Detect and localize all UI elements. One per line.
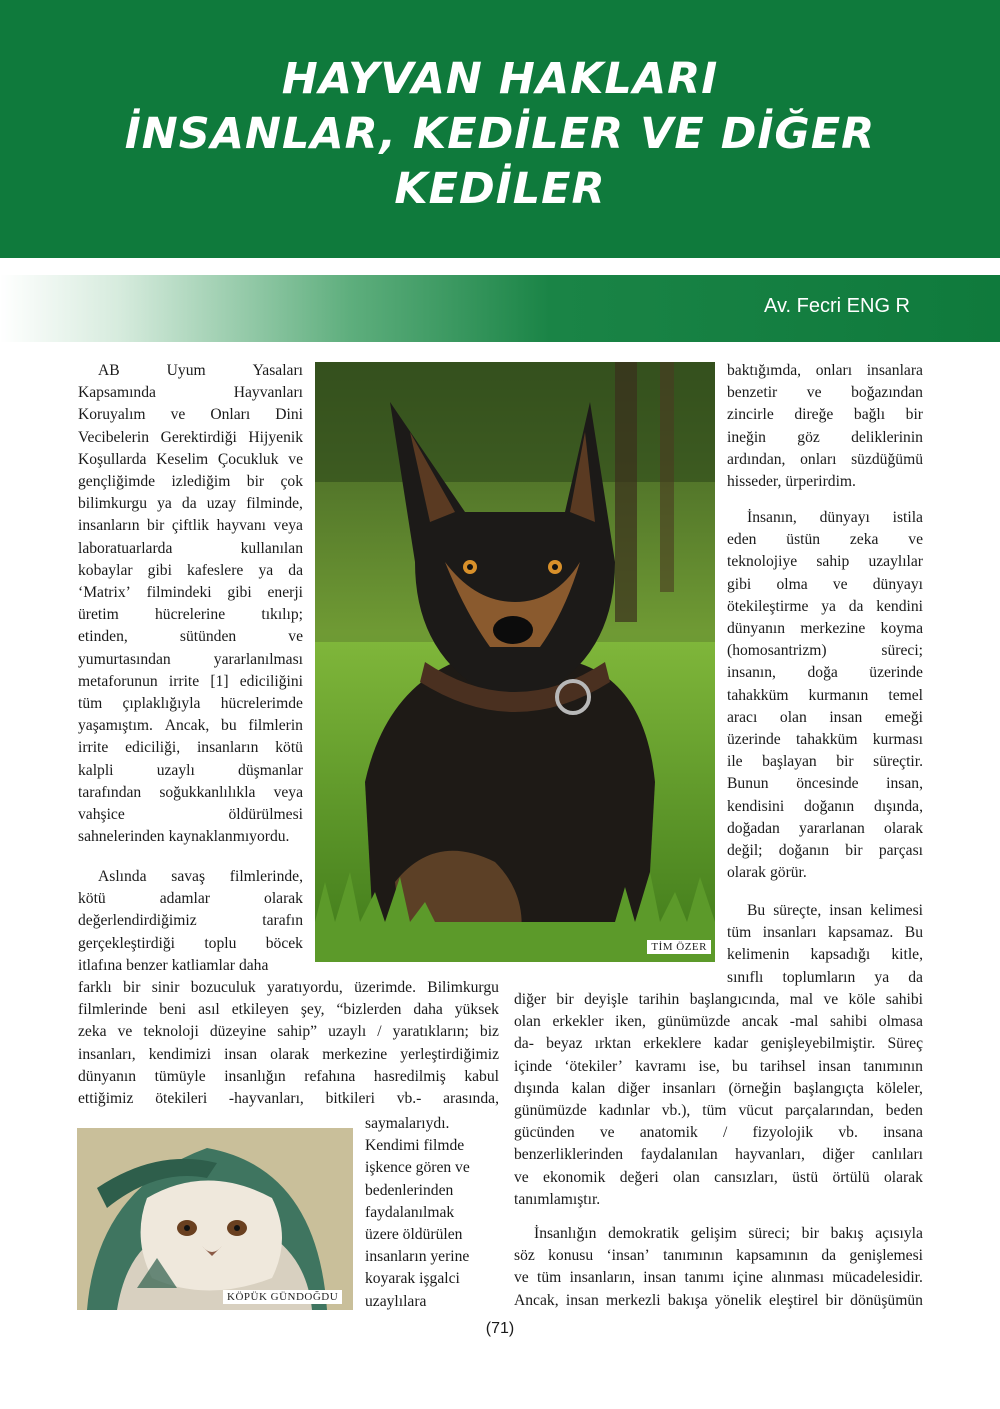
text-line: benzetir ve boğazından — [727, 384, 923, 402]
text-line: Aslında savaş filmlerinde, — [98, 868, 303, 885]
text-line: zincirle direğe bağlı bir — [727, 406, 923, 424]
column-3-paragraph-2 — [727, 507, 923, 884]
text-line: dünyanın tümüyle insanlığın refahına hasredilmiş kabul — [78, 1067, 499, 1085]
cat-illustration — [77, 1128, 353, 1310]
text-line: olan erkekler iken, günümüzde ancak -mal sahibi olmasa — [514, 1013, 923, 1031]
text-line: insanın, doğa üzerinde — [727, 664, 923, 682]
text-line: ötekileştirme ya da kendini — [727, 597, 923, 615]
text-line: insanların yerine — [365, 1248, 470, 1266]
text-line: günümüzde kadınlar vb.), tüm vücut parçalarından, beden — [514, 1102, 923, 1120]
text-line: irrite ediciliği, insanların kötü — [78, 739, 303, 757]
text-line: kalpli uzaylı düşmanlar — [78, 761, 303, 779]
text-line: koyarak işgalci — [365, 1270, 460, 1288]
dog-photo — [315, 362, 715, 962]
text-line: işkence gören ve — [365, 1159, 470, 1177]
text-line: metaforunun irrite [1] ediciliğini — [78, 672, 303, 690]
text-line: içinde ‘ötekiler’ kavramı ise, bu tarihsel insan tanımının — [514, 1057, 923, 1075]
text-line: tüm insanları kapsamaz. Bu — [727, 924, 923, 942]
wide-right-paragraph-1 — [514, 989, 923, 1211]
page-number: (71) — [485, 1320, 515, 1337]
text-line: gerçekleştirdiği toplu böcek — [78, 934, 303, 952]
wide-right-paragraph-2 — [514, 1223, 923, 1312]
text-line: söz konusu ‘insan’ tanımının kapsamının da genişlemesi — [514, 1247, 923, 1265]
text-line: faydalanılmak — [365, 1203, 455, 1221]
text-line: yumurtasından yararlanılması — [78, 650, 303, 668]
text-line: değil; doğanın bir parçası — [727, 842, 923, 860]
text-line: üzere öldürülen — [365, 1226, 463, 1244]
text-line: ve tüm insanların, insan tanımı içine alınması mücadelesidir. — [514, 1269, 923, 1287]
text-line: tarafından soğukkanlılıkla veya — [78, 783, 303, 801]
text-line: uzaylılara — [365, 1292, 427, 1310]
text-line: filmlerinde beni asıl etkileyen şey, “bizlerden daha yüksek — [78, 1001, 499, 1019]
text-line: ineğin göz deliklerinin — [727, 428, 923, 446]
text-line: Kapsamında Hayvanları — [78, 384, 303, 402]
column-1-paragraph-1 — [78, 360, 303, 848]
cat-photo — [77, 1128, 353, 1310]
text-line: doğadan yararlanan olarak — [727, 819, 923, 837]
text-line: farklı bir sinir bozuculuk yaratıyordu, üzerimde. Bilimkurgu — [78, 979, 499, 996]
text-line: teknolojiye sahip uzaylılar — [727, 553, 923, 571]
text-line: Bunun öncesinde insan, — [727, 775, 923, 793]
author-banner — [0, 275, 1000, 342]
text-line: Ancak, insan merkezli bakışa yönelik eleştirel bir dönüşümün — [514, 1291, 923, 1309]
text-line: diğer bir deyişle tarihin başlangıcında, mal ve köle sahibi — [514, 991, 923, 1008]
dog-illustration — [315, 362, 715, 962]
text-line: bedenlerinden — [365, 1181, 454, 1199]
text-line: benzerliklerinden faydalanılan hayvanları, diğer canlıları — [514, 1146, 923, 1164]
text-line: ‘Matrix’ filmindeki gibi enerji — [78, 584, 303, 602]
text-line: hisseder, ürperirdim. — [727, 473, 856, 491]
column-3-paragraph-3 — [727, 900, 923, 989]
text-line: kelimenin kapsadığı kitle, — [727, 946, 923, 964]
text-line: kötü adamlar olarak — [78, 890, 303, 908]
text-line: itlafına benzer katliamlar daha — [78, 956, 269, 974]
narrow-middle-paragraph — [365, 1113, 505, 1313]
cat-photo-caption: KÖPÜK GÜNDOĞDU — [223, 1290, 342, 1304]
text-line: insanların bir çiftlik hayvanı veya — [78, 517, 303, 535]
text-line: üzerinde tahakküm kurması — [727, 731, 923, 749]
text-line: tüm çıplaklığıyla hücrelerimde — [78, 695, 303, 713]
text-line: kobaylar gibi kafeslere ya da — [78, 561, 303, 579]
text-line: gücünden ve anatomik / fizyolojik vb. insana — [514, 1124, 923, 1142]
text-line: Kendimi filmde — [365, 1137, 465, 1155]
text-line: İnsanın, dünyayı istila — [747, 509, 923, 526]
text-line: da- beyaz ırktan erkeklere kadar genişleyebilmiştir. Süreç — [514, 1035, 923, 1053]
title-line-1: HAYVAN HAKLARI — [281, 54, 719, 104]
text-line: Koşullarda Keselim Çocukluk ve — [78, 450, 303, 468]
text-line: sınıflı toplumların ya da — [727, 968, 923, 986]
text-line: üretim hücrelerine tıkılıp; — [78, 606, 303, 624]
text-line: zeka ve teknoloji düzeyine sahip” uzaylı / yaratıkların; biz — [78, 1023, 499, 1041]
title-banner — [0, 0, 1000, 258]
dog-photo-caption: TİM ÖZER — [647, 940, 711, 954]
text-line: değerlendirdiğimiz tarafın — [78, 912, 303, 930]
text-line: etinden, sütünden ve — [78, 628, 303, 646]
column-3-paragraph-1 — [727, 360, 923, 493]
text-line: aracı olan insan emeği — [727, 708, 923, 726]
text-line: eden üstün zeka ve — [727, 531, 923, 549]
text-line: sahnelerinden kaynaklanmıyordu. — [78, 828, 290, 846]
text-line: (homosantrizm) süreci; — [727, 642, 923, 660]
text-line: yaşamıştım. Ancak, bu filmlerin — [78, 717, 303, 735]
text-line: Bu süreçte, insan kelimesi — [747, 902, 923, 919]
title-line-2: İNSANLAR, KEDİLER VE DİĞER — [124, 109, 876, 159]
text-line: ve ekonomik değeri olan cansızları, üstü örtülü olarak — [514, 1168, 923, 1186]
text-line: vahşice öldürülmesi — [78, 806, 303, 824]
text-line: Koruyalım ve Onları Dini — [78, 406, 303, 424]
text-line: dışında kalan diğer insanları (örneğin başlangıçta köleler, — [514, 1079, 923, 1097]
text-line: saymalarıydı. — [365, 1115, 450, 1132]
text-line: insanları, kendimizi insan olarak merkezine yerleştirdiğimiz — [78, 1045, 499, 1063]
text-line: bilimkurgu ya da uzay filminde, — [78, 495, 303, 513]
text-line: Vecibelerin Gerektirdiği Hijyenik — [78, 428, 303, 446]
text-line: laboratuarlarda kullanılan — [78, 539, 303, 557]
text-line: tahakküm kurmanın temel — [727, 686, 923, 704]
text-line: gençliğimde izlediğim bir çok — [78, 473, 303, 491]
text-line: gibi olma ve dünyayı — [727, 575, 923, 593]
text-line: kendisini doğanın dışında, — [727, 797, 923, 815]
text-line: dünyanın merkezine koyma — [727, 620, 923, 638]
text-line: olarak görür. — [727, 864, 807, 882]
wide-left-paragraph — [78, 977, 499, 1110]
text-line: tanımlamıştır. — [514, 1190, 601, 1208]
text-line: ettiğimiz ötekileri -hayvanları, bitkileri vb.- arasında, — [78, 1090, 499, 1108]
text-line: AB Uyum Yasaları — [98, 362, 303, 379]
column-1-paragraph-2 — [78, 866, 303, 977]
title-line-3: KEDİLER — [394, 164, 606, 214]
text-line: İnsanlığın demokratik gelişim süreci; bir bakış açısıyla — [534, 1225, 923, 1242]
author-name: Av. Fecri ENG R — [764, 295, 910, 317]
text-line: ile başlayan bir süreçtir. — [727, 753, 923, 771]
text-line: baktığımda, onları insanlara — [727, 362, 923, 379]
text-line: ardından, onları süzdüğümü — [727, 450, 923, 468]
